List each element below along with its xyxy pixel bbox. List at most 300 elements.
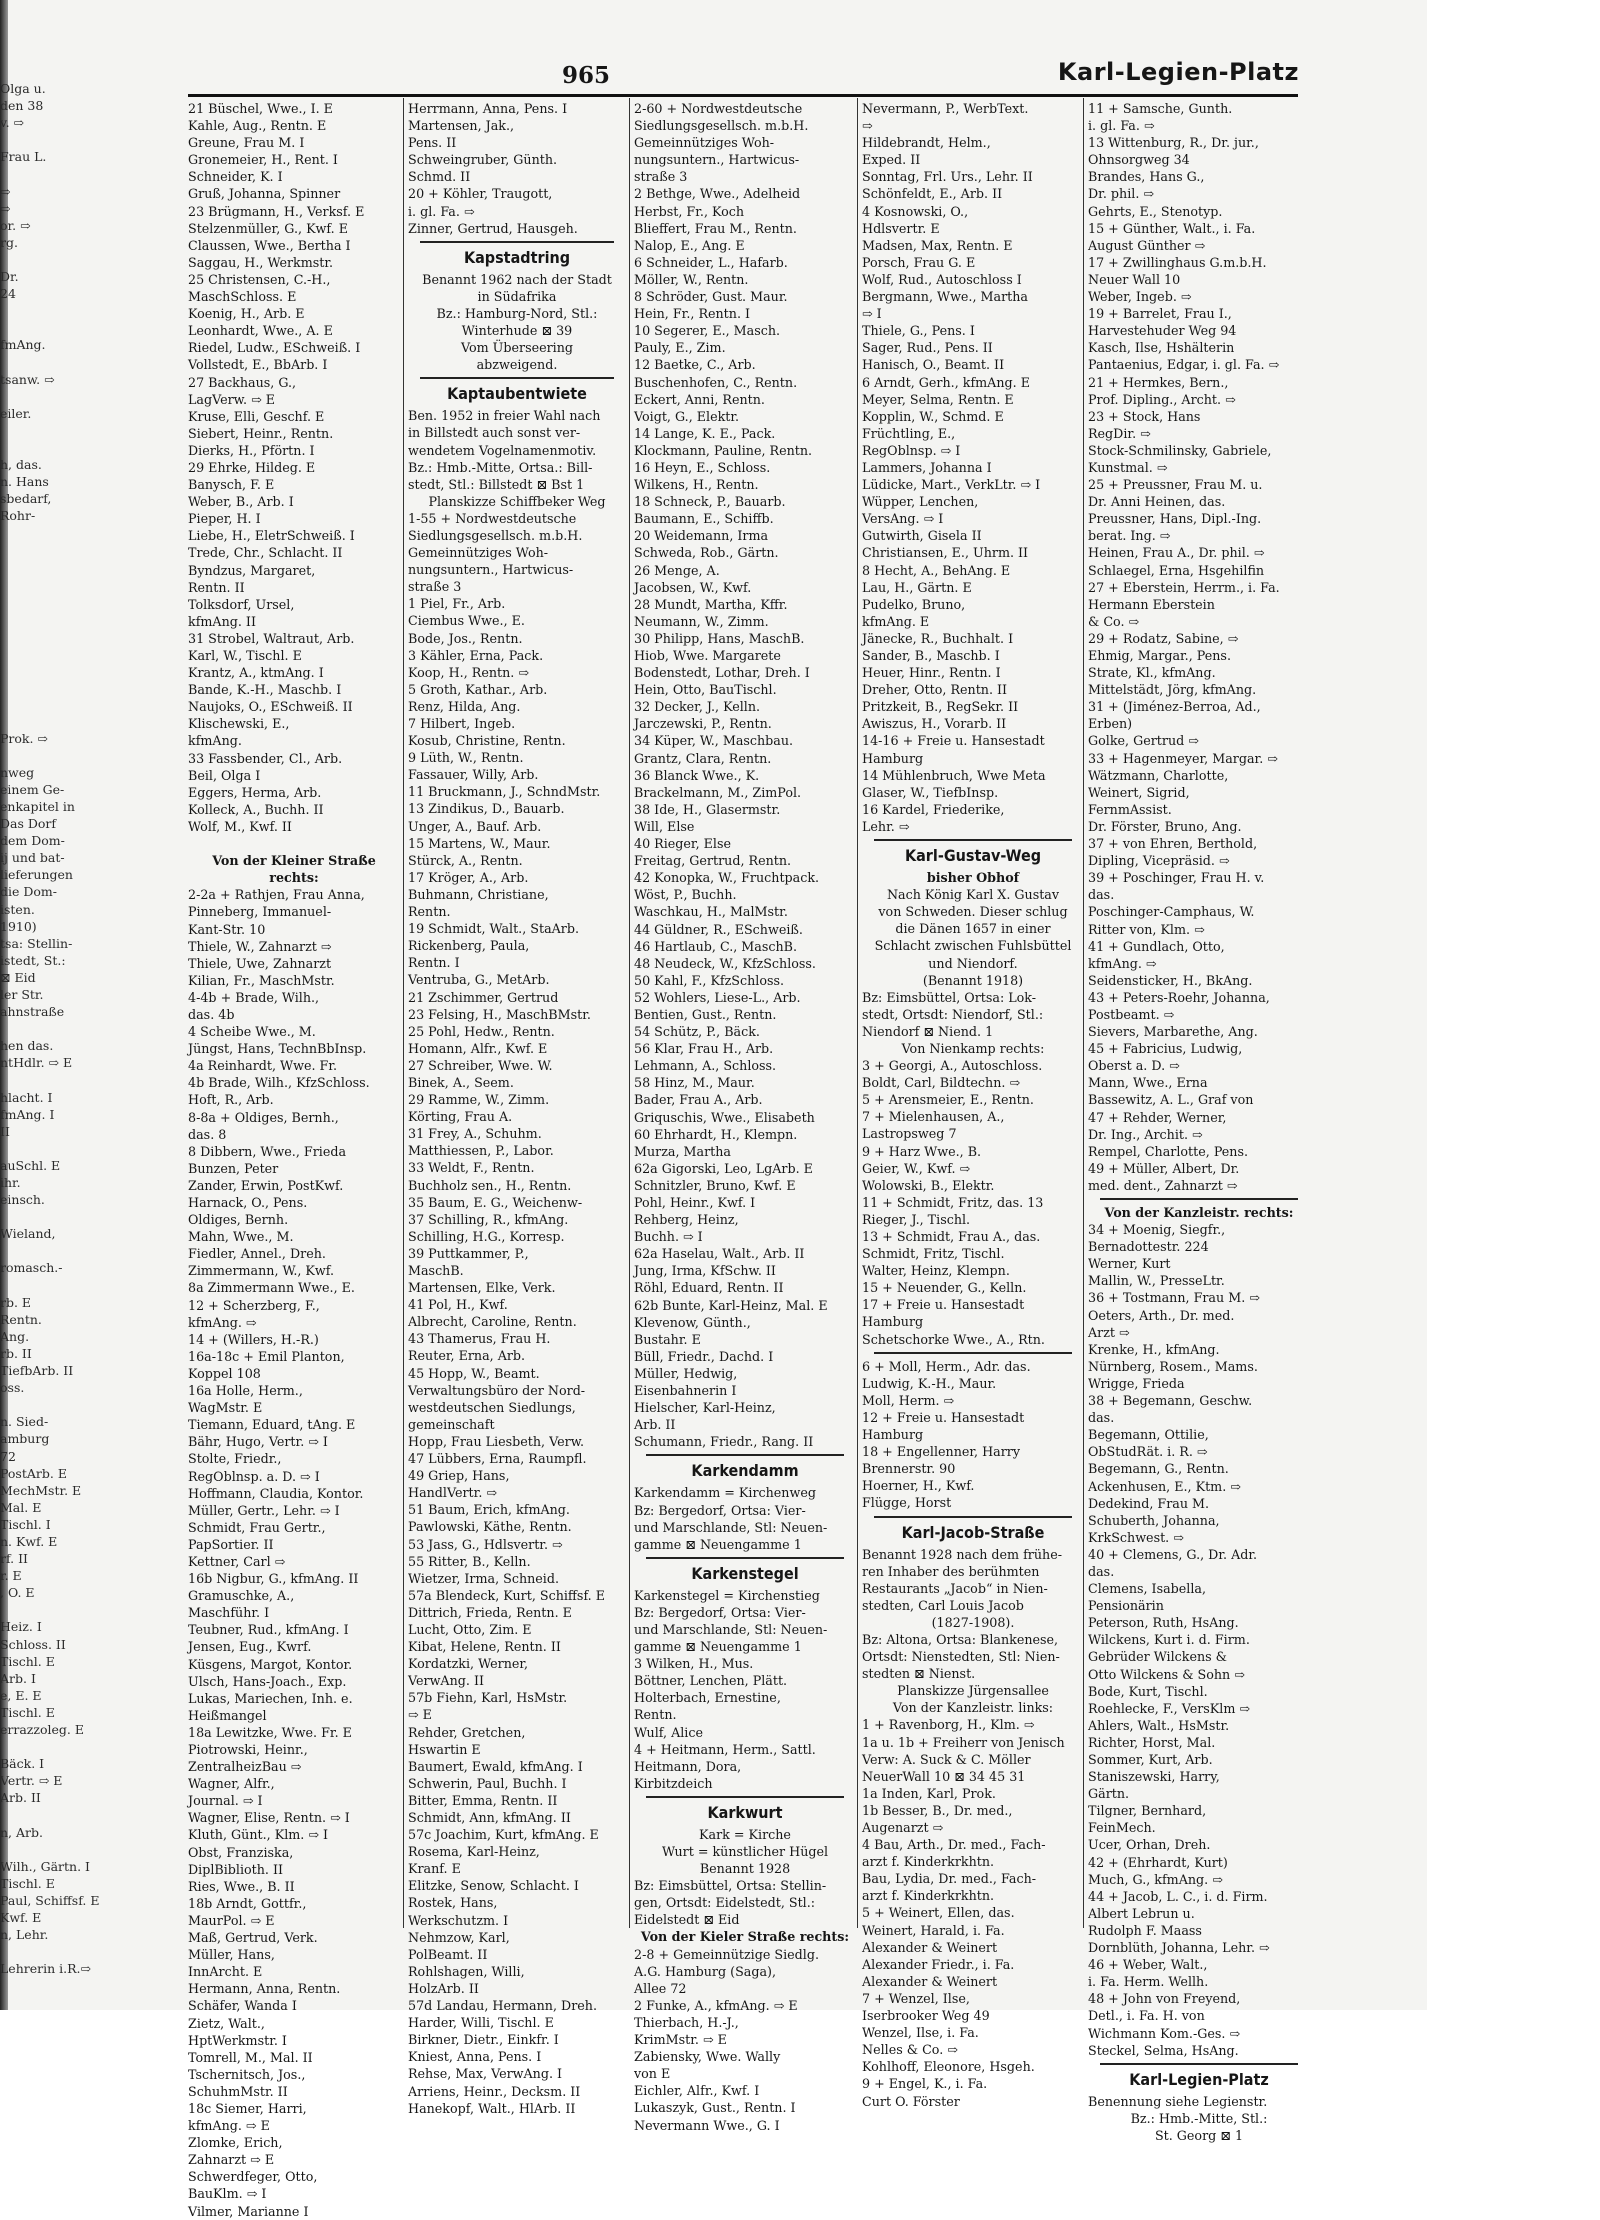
left-page-line: n, Lehr. <box>0 1927 49 1943</box>
resident-entry: Hopp, Frau Liesbeth, Verw. <box>408 1433 585 1449</box>
left-page-line <box>0 302 172 319</box>
resident-entry: 18 Schneck, P., Bauarb. <box>634 494 786 510</box>
street-heading: Karkwurt <box>707 1802 783 1822</box>
resident-entry: 62a Gigorski, Leo, LgArb. E <box>634 1160 813 1176</box>
resident-entry: 36 Blanck Wwe., K. <box>634 767 760 783</box>
resident-entry: 29 Ehrke, Hildeg. E <box>188 459 316 475</box>
resident-entry: Bode, Kurt, Tischl. <box>1088 1683 1208 1699</box>
resident-entry: 8 Dibbern, Wwe., Frieda <box>188 1143 347 1159</box>
resident-entry: Rentn. II <box>188 579 245 595</box>
left-page-line <box>0 388 172 405</box>
resident-entry: Meyer, Selma, Rentn. E <box>862 391 1014 407</box>
resident-entry: kfmAng. E <box>862 613 930 629</box>
resident-entry: DiplBiblioth. II <box>188 1861 284 1877</box>
resident-entry: VersAng. ⇨ I <box>862 511 944 527</box>
left-page-line <box>0 165 172 182</box>
resident-entry: Wilckens, Kurt i. d. Firm. <box>1088 1632 1250 1648</box>
section-rule <box>1100 1198 1298 1200</box>
resident-entry: 16 Kardel, Friederike, <box>862 801 1005 817</box>
resident-entry: i. gl. Fa. ⇨ <box>1088 118 1155 134</box>
resident-entry: Mittelstädt, Jörg, kfmAng. <box>1088 682 1257 698</box>
resident-entry: 31 Frey, A., Schuhm. <box>408 1126 542 1142</box>
resident-entry: 14 Lange, K. E., Pack. <box>634 425 776 441</box>
resident-entry: Pritzkeit, B., RegSekr. II <box>862 699 1019 715</box>
resident-entry: Baumann, E., Schiffb. <box>634 511 774 527</box>
resident-entry: Hein, Fr., Rentn. I <box>634 306 751 322</box>
resident-entry: 33 + Hagenmeyer, Margar. ⇨ <box>1088 750 1278 766</box>
resident-entry: Bodenstedt, Lothar, Dreh. I <box>634 665 810 681</box>
resident-entry: Hildebrandt, Helm., <box>862 135 991 151</box>
street-heading: Karl-Legien-Platz <box>1129 2069 1269 2089</box>
resident-entry: Röhl, Eduard, Rentn. II <box>634 1280 784 1296</box>
resident-entry: Gemeinnütziges Woh- <box>408 545 549 561</box>
resident-entry: Verwaltungsbüro der Nord- <box>408 1382 586 1398</box>
resident-entry: Richter, Horst, Mal. <box>1088 1734 1216 1750</box>
resident-entry: Leonhardt, Wwe., A. E <box>188 323 333 339</box>
street-heading: Karl-Gustav-Weg <box>904 846 1042 866</box>
resident-entry: Eidelstedt ⊠ Eid <box>634 1912 740 1928</box>
left-page-line: nweg <box>0 764 35 780</box>
resident-entry: 7 + Mielenhausen, A., <box>862 1109 1005 1125</box>
left-page-line: fmAng. I <box>0 1106 55 1122</box>
resident-entry: Rohlshagen, Willi, <box>408 1963 525 1979</box>
resident-entry: Detl., i. Fa. H. von <box>1088 2008 1205 2024</box>
left-page-line: Bäck. I <box>0 1756 45 1772</box>
resident-entry: Siedlungsgesellsch. m.b.H. <box>408 527 583 543</box>
resident-entry: Gronemeier, H., Rent. I <box>188 152 338 168</box>
resident-entry: 55 Ritter, B., Kelln. <box>408 1553 531 1569</box>
resident-entry: Harvestehuder Weg 94 <box>1088 323 1237 339</box>
resident-entry: Dr. Ing., Archit. ⇨ <box>1088 1126 1203 1142</box>
resident-entry: 14 Mühlenbruch, Wwe Meta <box>862 767 1046 783</box>
resident-entry: 42 Konopka, W., Fruchtpack. <box>634 870 820 886</box>
street-note: Benannt 1928 <box>699 1861 791 1877</box>
resident-entry: Bz: Altona, Ortsa: Blankenese, <box>862 1631 1059 1647</box>
resident-entry: kfmAng. II <box>188 613 256 629</box>
resident-entry: 14-16 + Freie u. Hansestadt <box>862 733 1045 749</box>
resident-entry: Pohl, Heinr., Kwf. I <box>634 1195 756 1210</box>
resident-entry: 29 + Rodatz, Sabine, ⇨ <box>1088 630 1239 646</box>
left-page-line: enkapitel in <box>0 798 75 814</box>
left-page-line: dem Dom- <box>0 833 65 849</box>
resident-entry: MaurPol. ⇨ E <box>188 1912 275 1928</box>
left-page-line: tsanw. ⇨ <box>0 371 55 387</box>
resident-entry: Brandes, Hans G., <box>1088 169 1205 185</box>
left-page-line: Rohr- <box>0 508 36 524</box>
resident-entry: Ben. 1952 in freier Wahl nach <box>408 408 601 424</box>
left-page-line: rb. E <box>0 1294 32 1310</box>
resident-entry: 2 Bethge, Wwe., Adelheid <box>634 186 801 202</box>
resident-entry: 1-55 + Nordwestdeutsche <box>408 510 577 526</box>
left-page-line <box>0 1396 172 1413</box>
resident-entry: Kopplin, W., Schmd. E <box>862 408 1004 424</box>
resident-entry: Hamburg <box>862 750 924 766</box>
resident-entry: PapSortier. II <box>188 1536 274 1552</box>
resident-entry: nungsuntern., Hartwicus- <box>634 152 800 168</box>
resident-entry: Früchtling, E., <box>862 425 956 441</box>
resident-entry: Schönfeldt, E., Arb. II <box>862 186 1003 202</box>
left-page-line <box>0 251 172 268</box>
resident-entry: 36 + Tostmann, Frau M. ⇨ <box>1088 1290 1260 1306</box>
resident-entry: Wolf, Rud., Autoschloss I <box>862 271 1022 287</box>
resident-entry: Eisenbahnerin I <box>634 1383 737 1399</box>
resident-entry: Hanekopf, Walt., HlArb. II <box>408 2100 576 2116</box>
resident-entry: 2-60 + Nordwestdeutsche <box>634 101 803 116</box>
resident-entry: Glaser, W., TiefbInsp. <box>862 784 999 800</box>
resident-entry: Ulsch, Hans-Joach., Exp. <box>188 1673 347 1689</box>
resident-entry: i. Fa. Herm. Wellh. <box>1088 1974 1209 1990</box>
resident-entry: Alexander & Weinert <box>862 1973 998 1989</box>
resident-entry: Zander, Erwin, PostKwf. <box>188 1177 344 1193</box>
resident-entry: Koenig, H., Arb. E <box>188 306 305 322</box>
resident-entry: Stürck, A., Rentn. <box>408 852 523 868</box>
resident-entry: Gemeinnütziges Woh- <box>634 135 775 151</box>
resident-entry: BauKlm. ⇨ I <box>188 2186 267 2202</box>
left-page-line <box>0 610 172 627</box>
resident-entry: Zahnarzt ⇨ E <box>188 2152 275 2168</box>
resident-entry: 16a-18c + Emil Planton, <box>188 1348 345 1364</box>
resident-entry: RegOblnsp. a. D. ⇨ I <box>188 1468 320 1484</box>
resident-entry: Kordatzki, Werner, <box>408 1656 529 1672</box>
left-page-line <box>0 627 172 644</box>
resident-entry: Hermann, Anna, Rentn. <box>188 1981 341 1997</box>
resident-entry: Eggers, Herma, Arb. <box>188 784 322 800</box>
street-note: in Südafrika <box>477 288 557 304</box>
resident-entry: 6 Arndt, Gerh., kfmAng. E <box>862 374 1030 390</box>
resident-entry: 16 Heyn, E., Schloss. <box>634 459 771 475</box>
resident-entry: FernmAssist. <box>1088 801 1172 817</box>
left-page-line: lieferungen <box>0 867 73 883</box>
left-page-line: Tischl. E <box>0 1875 55 1891</box>
section-rule <box>874 1516 1072 1518</box>
resident-entry: Bode, Jos., Rentn. <box>408 630 523 646</box>
resident-entry: Karkenstegel = Kirchenstieg <box>634 1587 820 1603</box>
resident-entry: Verw: A. Suck & C. Möller <box>862 1751 1031 1767</box>
resident-entry: Pawlowski, Käthe, Rentn. <box>408 1519 572 1535</box>
resident-entry: Ohnsorgweg 34 <box>1088 152 1190 168</box>
left-page-line <box>0 576 172 593</box>
resident-entry: Bitter, Emma, Rentn. II <box>408 1792 558 1808</box>
resident-entry: FeinMech. <box>1088 1820 1156 1836</box>
resident-entry: kfmAng. <box>188 733 242 749</box>
left-page-line: n, Arb. <box>0 1824 43 1840</box>
resident-entry: 8-8a + Oldiges, Bernh., <box>188 1109 339 1125</box>
resident-entry: Homann, Alfr., Kwf. E <box>408 1040 548 1056</box>
resident-entry: Bz: Eimsbüttel, Ortsa: Stellin- <box>634 1878 827 1894</box>
resident-entry: Müller, Gertr., Lehr. ⇨ I <box>188 1502 340 1518</box>
resident-entry: Dornblüth, Johanna, Lehr. ⇨ <box>1088 1940 1270 1956</box>
resident-entry: Maschführ. I <box>188 1605 270 1621</box>
resident-entry: Schnitzler, Bruno, Kwf. E <box>634 1177 796 1193</box>
left-page-line: Paul, Schiffsf. E <box>0 1892 100 1908</box>
left-page-line: Tischl. I <box>0 1516 51 1532</box>
resident-entry: 52 Wohlers, Liese-L., Arb. <box>634 989 801 1005</box>
resident-entry: Strate, Kl., kfmAng. <box>1088 665 1216 681</box>
resident-entry: Lehr. ⇨ <box>862 818 910 834</box>
resident-entry: Küsgens, Margot, Kontor. <box>188 1656 353 1672</box>
resident-entry: Augenarzt ⇨ <box>862 1820 944 1835</box>
resident-entry: gemeinschaft <box>408 1416 495 1432</box>
resident-entry: berat. Ing. ⇨ <box>1088 528 1171 544</box>
resident-entry: Lüdicke, Mart., VerkLtr. ⇨ I <box>862 477 1041 493</box>
resident-entry: 40 Rieger, Else <box>634 836 732 852</box>
resident-entry: Bähr, Hugo, Vertr. ⇨ I <box>188 1434 328 1450</box>
resident-entry: Krenke, H., kfmAng. <box>1088 1341 1220 1357</box>
section-rule <box>874 839 1072 841</box>
resident-entry: Schumann, Friedr., Rang. II <box>634 1434 814 1450</box>
left-page-line: ⊠ Eid <box>0 969 36 985</box>
resident-entry: Christiansen, E., Uhrm. II <box>862 545 1029 561</box>
resident-entry: 51 Baum, Erich, kfmAng. <box>408 1502 570 1518</box>
street-note: Bz.: Hmb.-Mitte, Stl.: <box>1130 2110 1268 2126</box>
side-subheading: Von der Kanzleistr. rechts: <box>1104 1205 1294 1220</box>
resident-entry: Schmidt, Frau Gertr., <box>188 1519 326 1535</box>
resident-entry: Restaurants „Jacob“ in Nien- <box>862 1580 1048 1596</box>
resident-entry: Bande, K.-H., Maschb. I <box>188 682 342 698</box>
page-number: 965 <box>562 62 611 89</box>
resident-entry: Porsch, Frau G. E <box>862 254 976 270</box>
resident-entry: Bassewitz, A. L., Graf von <box>1088 1092 1254 1108</box>
resident-entry: Bustahr. E <box>634 1331 701 1347</box>
side-subheading: bisher Obhof <box>926 870 1020 886</box>
resident-entry: Ventruba, G., MetArb. <box>408 972 550 988</box>
resident-entry: in Billstedt auch sonst ver- <box>408 425 581 441</box>
left-page-line <box>0 1140 172 1157</box>
left-page-line: Kwf. E <box>0 1910 42 1926</box>
left-page-line: hlacht. I <box>0 1089 53 1105</box>
resident-entry: HptWerkmstr. I <box>188 2032 287 2048</box>
left-page-line: 24 <box>0 286 16 302</box>
left-page-line: tsa: Stellin- <box>0 935 73 951</box>
resident-entry: Rehder, Gretchen, <box>408 1724 526 1740</box>
resident-entry: Thiele, Uwe, Zahnarzt <box>188 955 332 971</box>
resident-entry: Fiedler, Annel., Dreh. <box>188 1246 326 1262</box>
resident-entry: Gruß, Johanna, Spinner <box>188 186 341 202</box>
resident-entry: 12 + Scherzberg, F., <box>188 1297 320 1313</box>
resident-entry: Waschkau, H., MalMstr. <box>634 904 788 920</box>
resident-entry: Heinen, Frau A., Dr. phil. ⇨ <box>1088 545 1265 561</box>
resident-entry: 31 + (Jiménez-Berroa, Ad., <box>1088 699 1261 715</box>
resident-entry: Poschinger-Camphaus, W. <box>1088 904 1255 920</box>
resident-entry: Boldt, Carl, Bildtechn. ⇨ <box>862 1075 1021 1091</box>
resident-entry: Lucht, Otto, Zim. E <box>408 1621 532 1637</box>
left-page-line: ihr. <box>0 1175 21 1190</box>
resident-entry: Nürnberg, Rosem., Mams. <box>1088 1358 1258 1374</box>
resident-entry: 4 Kosnowski, O., <box>862 203 969 219</box>
resident-entry: 57b Fiehn, Karl, HsMstr. <box>408 1690 568 1706</box>
left-page-line <box>0 131 172 148</box>
resident-entry: Neuer Wall 10 <box>1088 271 1181 287</box>
resident-entry: wendetem Vogelnamenmotiv. <box>408 442 597 458</box>
resident-entry: Lukaszyk, Gust., Rentn. I <box>634 2100 796 2116</box>
resident-entry: Reuter, Erna, Arb. <box>408 1348 526 1364</box>
resident-entry: Kirbitzdeich <box>634 1775 713 1791</box>
resident-entry: Maß, Gertrud, Verk. <box>188 1930 318 1946</box>
resident-entry: Hswartin E <box>408 1741 481 1757</box>
left-page-line: istedt, St.: <box>0 952 66 968</box>
directory-column-2 <box>408 100 626 2116</box>
resident-entry: Murza, Martha <box>634 1143 731 1159</box>
resident-entry: 37 Schilling, R., kfmAng. <box>408 1211 569 1227</box>
resident-entry: Hoerner, H., Kwf. <box>862 1478 975 1494</box>
resident-entry: Kasch, Ilse, Hshälterin <box>1088 340 1235 356</box>
resident-entry: Will, Else <box>634 818 695 834</box>
resident-entry: Pauly, E., Zim. <box>634 340 726 356</box>
left-page-line: einsch. <box>0 1192 45 1208</box>
resident-entry: Much, G., kfmAng. ⇨ <box>1088 1871 1223 1887</box>
resident-entry: 30 Philipp, Hans, MaschB. <box>634 630 805 646</box>
resident-entry: Kolleck, A., Buchh. II <box>188 801 324 817</box>
resident-entry: 4 Scheibe Wwe., M. <box>188 1024 316 1040</box>
resident-entry: Lukas, Mariechen, Inh. e. <box>188 1690 353 1706</box>
resident-entry: nungsuntern., Hartwicus- <box>408 562 574 578</box>
resident-entry: 5 + Weinert, Ellen, das. <box>862 1905 1015 1921</box>
resident-entry: Weinert, Harald, i. Fa. <box>862 1922 1005 1938</box>
left-page-line: Lehrerin i.R.⇨ <box>0 1961 91 1977</box>
resident-entry: straße 3 <box>408 579 462 595</box>
section-rule <box>1100 2063 1298 2065</box>
resident-entry: Curt O. Förster <box>862 2093 960 2109</box>
resident-entry: Gehrts, E., Stenotyp. <box>1088 203 1223 219</box>
resident-entry: Heißmangel <box>188 1707 267 1723</box>
resident-entry: 3 + Georgi, A., Autoschloss. <box>862 1058 1043 1074</box>
left-page-line <box>0 747 172 764</box>
street-note: Planskizze Schiffbeker Weg <box>428 493 606 509</box>
resident-entry: Dierks, H., Pförtn. I <box>188 442 315 458</box>
resident-entry: Klischewski, E., <box>188 716 290 732</box>
resident-entry: Elitzke, Senow, Schlacht. I <box>408 1878 579 1894</box>
resident-entry: 20 + Köhler, Traugott, <box>408 186 553 202</box>
resident-entry: Zietz, Walt., <box>188 2015 265 2031</box>
left-page-line: ⇨ <box>0 183 11 199</box>
left-page-line <box>0 1738 172 1755</box>
street-note: Benannt 1962 nach der Stadt <box>422 271 612 287</box>
resident-entry: Gärtn. <box>1088 1786 1130 1802</box>
resident-entry: Freitag, Gertrud, Rentn. <box>634 853 792 869</box>
resident-entry: Bz.: Hmb.-Mitte, Ortsa.: Bill- <box>408 459 593 475</box>
resident-entry: Wolowski, B., Elektr. <box>862 1177 995 1193</box>
resident-entry: Zlomke, Erich, <box>188 2135 283 2151</box>
left-page-line: ahnstraße <box>0 1004 65 1020</box>
resident-entry: Buschenhofen, C., Rentn. <box>634 374 798 390</box>
resident-entry: Stelzenmüller, G., Kwf. E <box>188 220 348 236</box>
resident-entry: Teubner, Rud., kfmAng. I <box>188 1622 349 1638</box>
left-page-line: Schloss. II <box>0 1636 66 1652</box>
resident-entry: Ortsdt: Nienstedten, Stl: Nien- <box>862 1649 1060 1665</box>
street-note: St. Georg ⊠ 1 <box>1154 2127 1244 2143</box>
resident-entry: Krantz, A., ktmAng. I <box>188 665 324 681</box>
resident-entry: 4 Bau, Arth., Dr. med., Fach- <box>862 1837 1046 1853</box>
street-note: abzweigend. <box>476 357 558 373</box>
resident-entry: Schuberth, Johanna, <box>1088 1512 1220 1528</box>
section-rule <box>420 241 614 243</box>
resident-entry: Fassauer, Willy, Arb. <box>408 767 539 783</box>
resident-entry: Karkendamm = Kirchenweg <box>634 1485 816 1501</box>
resident-entry: 20 Weidemann, Irma <box>634 528 769 544</box>
resident-entry: 62b Bunte, Karl-Heinz, Mal. E <box>634 1297 828 1313</box>
resident-entry: Unger, A., Bauf. Arb. <box>408 818 542 834</box>
resident-entry: 16a Holle, Herm., <box>188 1383 303 1399</box>
left-page-line: Das Dorf <box>0 816 57 832</box>
resident-entry: Byndzus, Margaret, <box>188 562 316 578</box>
resident-entry: Weber, B., Arb. I <box>188 494 294 510</box>
resident-entry: Bunzen, Peter <box>188 1160 279 1176</box>
left-page-line: Arb. I <box>0 1670 36 1686</box>
resident-entry: Hanisch, O., Beamt. II <box>862 357 1005 373</box>
resident-entry: Saggau, H., Werkmstr. <box>188 254 334 270</box>
resident-entry: gamme ⊠ Neuengamme 1 <box>634 1536 802 1552</box>
side-subheading: rechts: <box>269 870 319 886</box>
resident-entry: 46 + Weber, Walt., <box>1088 1957 1208 1973</box>
resident-entry: 18 + Engellenner, Harry <box>862 1444 1021 1460</box>
resident-entry: Nelles & Co. ⇨ <box>862 2042 958 2058</box>
resident-entry: Dreher, Otto, Rentn. II <box>862 682 1008 698</box>
resident-entry: Kniest, Anna, Pens. I <box>408 2049 542 2065</box>
resident-entry: Ehmig, Margar., Pens. <box>1088 648 1231 663</box>
resident-entry: 21 Büschel, Wwe., I. E <box>188 101 333 116</box>
left-page-line <box>0 1242 172 1259</box>
resident-entry: Walter, Heinz, Klempn. <box>862 1263 1010 1279</box>
resident-entry: Martensen, Elke, Verk. <box>408 1280 556 1296</box>
resident-entry: Benennung siehe Legienstr. <box>1088 2093 1268 2109</box>
resident-entry: Herrmann, Anna, Pens. I <box>408 101 568 116</box>
resident-entry: 48 + John von Freyend, <box>1088 1991 1241 2007</box>
resident-entry: Dr. phil. ⇨ <box>1088 186 1155 202</box>
resident-entry: 6 + Moll, Herm., Adr. das. <box>862 1358 1031 1374</box>
resident-entry: 54 Schütz, P., Bäck. <box>634 1024 760 1040</box>
resident-entry: Golke, Gertrud ⇨ <box>1088 733 1199 749</box>
resident-entry: MaschSchloss. E <box>188 289 297 305</box>
resident-entry: Werner, Kurt <box>1088 1256 1171 1272</box>
resident-entry: 34 + Moenig, Siegfr., <box>1088 1222 1226 1238</box>
resident-entry: Karl, W., Tischl. E <box>188 648 302 663</box>
resident-entry: Kluth, Günt., Klm. ⇨ I <box>188 1827 329 1843</box>
resident-entry: Lau, H., Gärtn. E <box>862 579 972 595</box>
resident-entry: Klevenow, Günth., <box>634 1314 751 1330</box>
resident-entry: InnArcht. E <box>188 1964 263 1980</box>
resident-entry: arzt f. Kinderkrkhtn. <box>862 1888 995 1904</box>
left-page-line <box>0 712 172 729</box>
resident-entry: Gutwirth, Gisela II <box>862 528 982 544</box>
resident-entry: ObStudRät. i. R. ⇨ <box>1088 1444 1208 1460</box>
resident-entry: 57a Blendeck, Kurt, Schiffsf. E <box>408 1587 606 1603</box>
resident-entry: 11 + Schmidt, Fritz, das. 13 <box>862 1194 1044 1210</box>
section-rule <box>874 1352 1072 1354</box>
resident-entry: PolBeamt. II <box>408 1946 488 1962</box>
resident-entry: Postbeamt. ⇨ <box>1088 1006 1175 1022</box>
resident-entry: 44 + Jacob, L. C., i. d. Firm. <box>1088 1888 1268 1904</box>
resident-entry: Gebrüder Wilckens & <box>1088 1649 1227 1665</box>
resident-entry: 25 + Preussner, Frau M. u. <box>1088 477 1263 493</box>
street-note: Von der Kanzleistr. links: <box>892 1700 1054 1716</box>
resident-entry: Holterbach, Ernestine, <box>634 1690 781 1706</box>
left-page-line: ler Str. <box>0 986 44 1002</box>
resident-entry: 14 + (Willers, H.-R.) <box>188 1331 319 1347</box>
resident-entry: 15 + Günther, Walt., i. Fa. <box>1088 220 1256 236</box>
resident-entry: Kruse, Elli, Geschf. E <box>188 408 325 424</box>
side-subheading: Von der Kleiner Straße <box>212 853 376 869</box>
left-page-line: n. Hans <box>0 474 49 490</box>
resident-entry: Pens. II <box>408 135 457 151</box>
side-subheading: Von der Kieler Straße rechts: <box>640 1929 850 1945</box>
left-page-line: einem Ge- <box>0 781 65 797</box>
resident-entry: 40 + Clemens, G., Dr. Adr. <box>1088 1546 1258 1562</box>
resident-entry: Blieffert, Frau M., Rentn. <box>634 220 797 236</box>
resident-entry: 19 + Barrelet, Frau I., <box>1088 306 1232 322</box>
left-page-line: Wilh., Gärtn. I <box>0 1858 90 1874</box>
left-page-line: Rentn. <box>0 1311 42 1327</box>
street-heading: Kaptaubentwiete <box>447 384 587 404</box>
